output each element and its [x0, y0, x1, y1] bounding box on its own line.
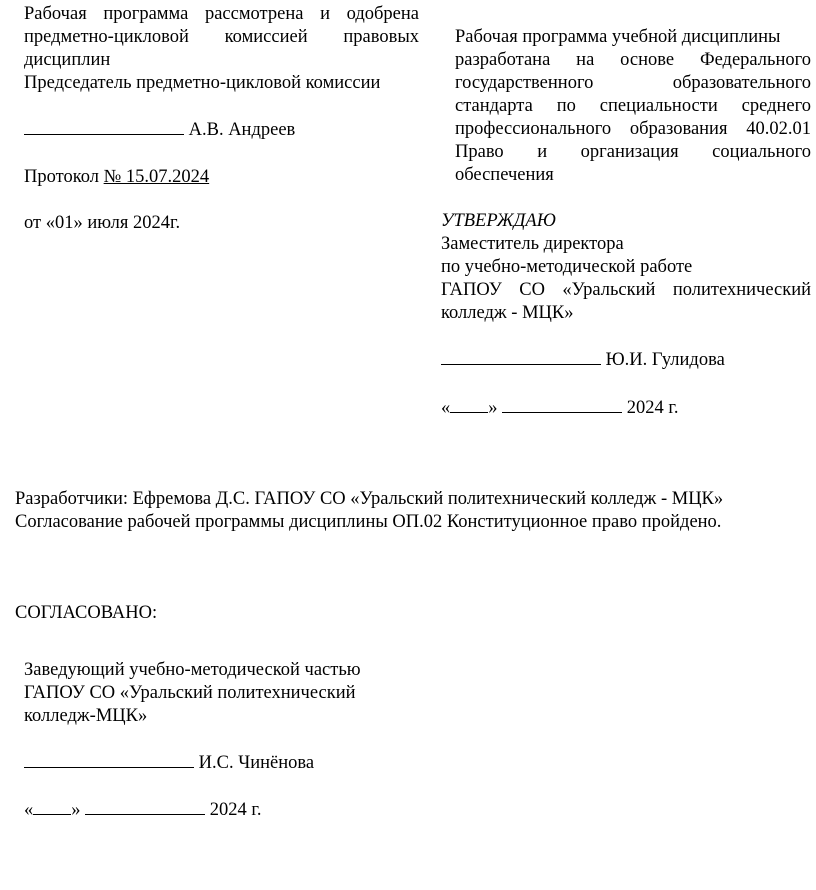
review-date: от «01» июля 2024г. [24, 213, 181, 233]
quote-close: » [71, 800, 81, 820]
approval-signer: Ю.И. Гулидова [605, 350, 725, 370]
signature-blank [24, 118, 184, 135]
agreed-line-1: Заведующий учебно-методической частью [24, 660, 361, 680]
agreed-line-3: колледж-МЦК» [24, 706, 148, 726]
developers-line: Разработчики: Ефремова Д.С. ГАПОУ СО «Уральский политехнический колледж - МЦК» [15, 489, 724, 509]
agreed-date-line [24, 798, 262, 822]
approval-line-2: по учебно-методической работе [441, 257, 693, 277]
standard-line-6: Право и организация социального [455, 142, 811, 162]
protocol-line [24, 166, 209, 189]
month-blank [85, 798, 205, 815]
agreed-signer: И.С. Чинёнова [198, 753, 315, 773]
day-blank [33, 798, 71, 815]
standard-line-4: стандарта по специальности среднего [455, 96, 811, 116]
agreed-year: 2024 г. [209, 800, 262, 820]
approval-year: 2024 г. [626, 398, 679, 418]
standard-line-2: разработана на основе Федерального [455, 50, 811, 70]
month-blank [502, 396, 622, 413]
quote-open: « [441, 398, 451, 418]
protocol-label: Протокол [24, 167, 99, 187]
approval-line-4: колледж - МЦК» [441, 303, 574, 323]
standard-line-7: обеспечения [455, 165, 554, 185]
approval-title: УТВЕРЖДАЮ [441, 211, 556, 231]
standard-line-5: профессионального образования 40.02.01 [455, 119, 811, 139]
protocol-number: № 15.07.2024 [103, 167, 210, 187]
chair-signature-line [24, 118, 295, 142]
approval-signature-line [441, 348, 725, 372]
review-line-3: дисциплин [24, 50, 111, 70]
approval-line-1: Заместитель директора [441, 234, 624, 254]
review-line-2: предметно-цикловой комиссией правовых [24, 27, 419, 47]
standard-line-3: государственного образовательного [455, 73, 811, 93]
signature-blank [441, 348, 601, 365]
quote-open: « [24, 800, 34, 820]
agreed-signature-line [24, 751, 314, 775]
approval-line-3: ГАПОУ СО «Уральский политехнический [441, 280, 811, 300]
agreement-note: Согласование рабочей программы дисциплины ОП.02 Конституционное право пройдено. [15, 512, 722, 532]
signature-blank [24, 751, 194, 768]
review-line-1: Рабочая программа рассмотрена и одобрена [24, 4, 419, 24]
agreed-title: СОГЛАСОВАНО: [15, 603, 158, 623]
approval-date-line [441, 396, 679, 420]
agreed-line-2: ГАПОУ СО «Уральский политехнический [24, 683, 356, 703]
quote-close: » [488, 398, 498, 418]
chair-name: А.В. Андреев [188, 120, 296, 140]
review-chair-title: Председатель предметно-цикловой комиссии [24, 73, 381, 93]
standard-line-1: Рабочая программа учебной дисциплины [455, 27, 781, 47]
day-blank [450, 396, 488, 413]
